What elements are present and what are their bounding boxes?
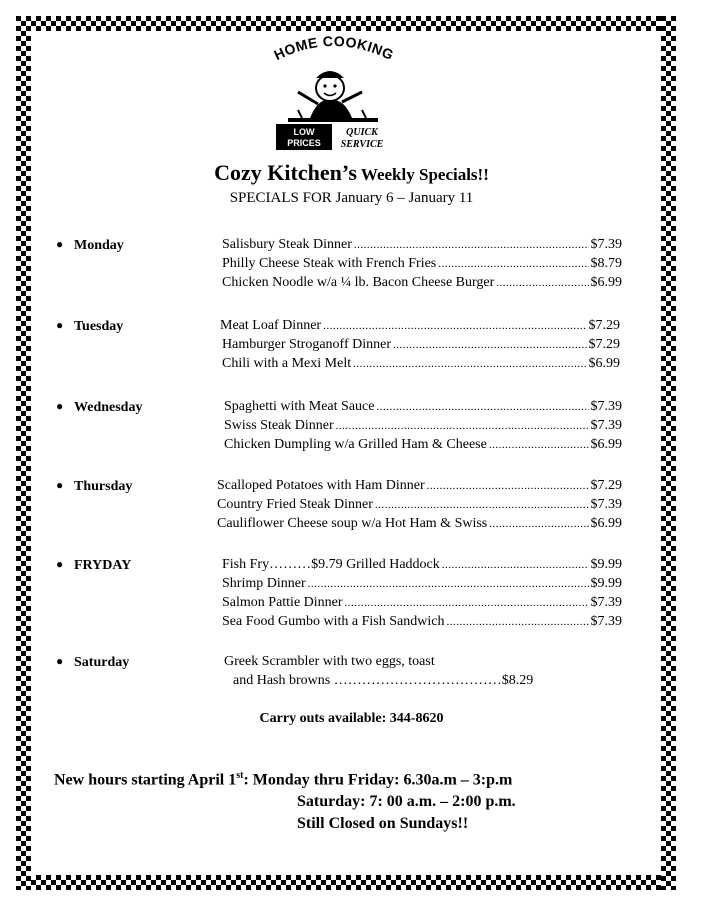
bullet-icon: ●	[56, 654, 64, 668]
menu-item	[224, 416, 622, 435]
menu-item	[224, 435, 622, 454]
menu-item	[222, 555, 622, 574]
leader-dots	[446, 613, 588, 632]
leader-dots	[427, 477, 589, 496]
carry-outs-note: Carry outs available: 344-8620	[259, 711, 444, 726]
specials-dates: SPECIALS FOR January 6 – January 11	[229, 190, 474, 206]
monday-items	[222, 235, 622, 292]
menu-item	[222, 254, 622, 273]
border-top	[16, 16, 676, 31]
item-line-2	[224, 671, 604, 690]
item-price: $6.99	[588, 356, 620, 371]
item-name: Sea Food Gumbo with a Fish Sandwich	[222, 614, 445, 629]
item-name: Meat Loaf Dinner	[220, 318, 322, 333]
menu-item	[222, 593, 622, 612]
hours-line-2: Saturday: 7: 00 a.m. – 2:00 p.m.	[297, 793, 516, 810]
item-price: $6.99	[590, 516, 622, 531]
wednesday-items	[224, 397, 622, 454]
hours-line-3: Still Closed on Sundays!!	[297, 815, 469, 832]
day-label: Saturday	[74, 655, 130, 670]
item-price: $7.39	[590, 614, 622, 629]
hours-weekday: : Monday thru Friday: 6.30a.m – 3:p.m	[243, 771, 513, 789]
menu-item	[217, 495, 622, 514]
page-title	[0, 160, 703, 186]
item-price: $7.29	[588, 318, 620, 333]
restaurant-name: Cozy Kitchen’s	[214, 160, 357, 185]
leader-dots	[353, 355, 586, 374]
home-cooking-logo	[258, 30, 408, 155]
item-name: Hamburger Stroganoff Dinner	[222, 337, 391, 352]
hours-prefix: New hours starting April 1	[54, 771, 237, 789]
leader-dots	[375, 496, 589, 515]
leader-dots	[323, 317, 586, 336]
item-name: Salmon Pattie Dinner	[222, 595, 343, 610]
title-rest: Weekly Specials!!	[360, 165, 489, 184]
item-name: and Hash browns ………………………………	[233, 673, 502, 688]
svg-text:HOME COOKING	[271, 33, 396, 63]
item-price: $7.29	[588, 337, 620, 352]
item-name: Salisbury Steak Dinner	[222, 237, 352, 252]
leader-dots	[336, 417, 589, 436]
item-name: Cauliflower Cheese soup w/a Hot Ham & Swiss	[217, 516, 488, 531]
day-label: Tuesday	[74, 319, 124, 334]
hours-line-1	[54, 770, 512, 789]
day-saturday	[56, 654, 129, 671]
item-price: $7.39	[590, 399, 622, 414]
chef-hat-icon	[316, 71, 344, 78]
leader-dots	[489, 515, 588, 534]
day-tuesday	[56, 318, 123, 335]
item-price: $7.39	[590, 418, 622, 433]
leader-dots	[489, 436, 589, 455]
menu-item	[220, 335, 620, 354]
item-name: Spaghetti with Meat Sauce	[224, 399, 375, 414]
day-fryday	[56, 557, 131, 574]
svg-text:LOW: LOW	[293, 127, 315, 137]
bullet-icon: ●	[56, 478, 64, 492]
item-name: Philly Cheese Steak with French Fries	[222, 256, 437, 271]
chef-head-icon	[316, 75, 344, 101]
item-name: Chicken Noodle w/a ¼ lb. Bacon Cheese Burger	[222, 275, 495, 290]
item-price: $7.39	[590, 237, 622, 252]
leader-dots	[308, 575, 589, 594]
bullet-icon: ●	[56, 399, 64, 413]
menu-item	[222, 612, 622, 631]
item-price: $7.39	[590, 497, 622, 512]
day-label: FRYDAY	[74, 558, 132, 573]
leader-dots	[442, 556, 589, 575]
thursday-items	[217, 476, 622, 533]
item-name: Chili with a Mexi Melt	[222, 356, 352, 371]
border-bottom	[16, 875, 676, 890]
counter-icon	[288, 118, 378, 122]
bullet-icon: ●	[56, 557, 64, 571]
item-price: $7.29	[590, 478, 622, 493]
day-wednesday	[56, 399, 142, 416]
tuesday-items	[220, 316, 620, 373]
logo-title: HOME COOKING	[271, 32, 397, 64]
day-label: Wednesday	[74, 400, 143, 415]
bullet-icon: ●	[56, 318, 64, 332]
day-label: Thursday	[74, 479, 133, 494]
leader-dots	[438, 255, 588, 274]
day-monday	[56, 237, 124, 254]
bullet-icon: ●	[56, 237, 64, 251]
item-name: Country Fried Steak Dinner	[217, 497, 373, 512]
border-left	[16, 16, 31, 890]
menu-item	[217, 514, 622, 533]
item-name: Swiss Steak Dinner	[224, 418, 334, 433]
item-line: Greek Scrambler with two eggs, toast	[224, 654, 435, 669]
item-name: Fish Fry………$9.79 Grilled Haddock	[222, 557, 440, 572]
leader-dots	[354, 236, 589, 255]
item-price: $7.39	[590, 595, 622, 610]
leader-dots	[496, 274, 588, 293]
leader-dots	[345, 594, 589, 613]
fryday-items	[222, 555, 622, 631]
day-label: Monday	[74, 238, 124, 253]
menu-item	[222, 273, 622, 292]
item-name: Scalloped Potatoes with Ham Dinner	[217, 478, 425, 493]
item-price: $6.99	[590, 437, 622, 452]
svg-text:QUICK: QUICK	[346, 127, 378, 138]
saturday-items	[224, 652, 604, 690]
item-price: $6.99	[590, 275, 622, 290]
item-price: $8.79	[590, 256, 622, 271]
leader-dots	[393, 336, 587, 355]
leader-dots	[376, 398, 588, 417]
item-price: $9.99	[590, 557, 622, 572]
svg-text:PRICES: PRICES	[287, 138, 321, 148]
menu-item	[217, 476, 622, 495]
menu-item	[220, 354, 620, 373]
menu-item	[222, 574, 622, 593]
menu-item	[224, 397, 622, 416]
menu-item	[220, 316, 620, 335]
menu-item	[222, 235, 622, 254]
svg-text:SERVICE: SERVICE	[340, 139, 384, 150]
item-price: $8.29	[501, 673, 534, 688]
border-right	[661, 16, 676, 890]
item-name: Chicken Dumpling w/a Grilled Ham & Cheese	[224, 437, 487, 452]
hours-superscript: st	[236, 770, 244, 781]
item-price: $9.99	[590, 576, 622, 591]
day-thursday	[56, 478, 132, 495]
item-name: Shrimp Dinner	[222, 576, 306, 591]
